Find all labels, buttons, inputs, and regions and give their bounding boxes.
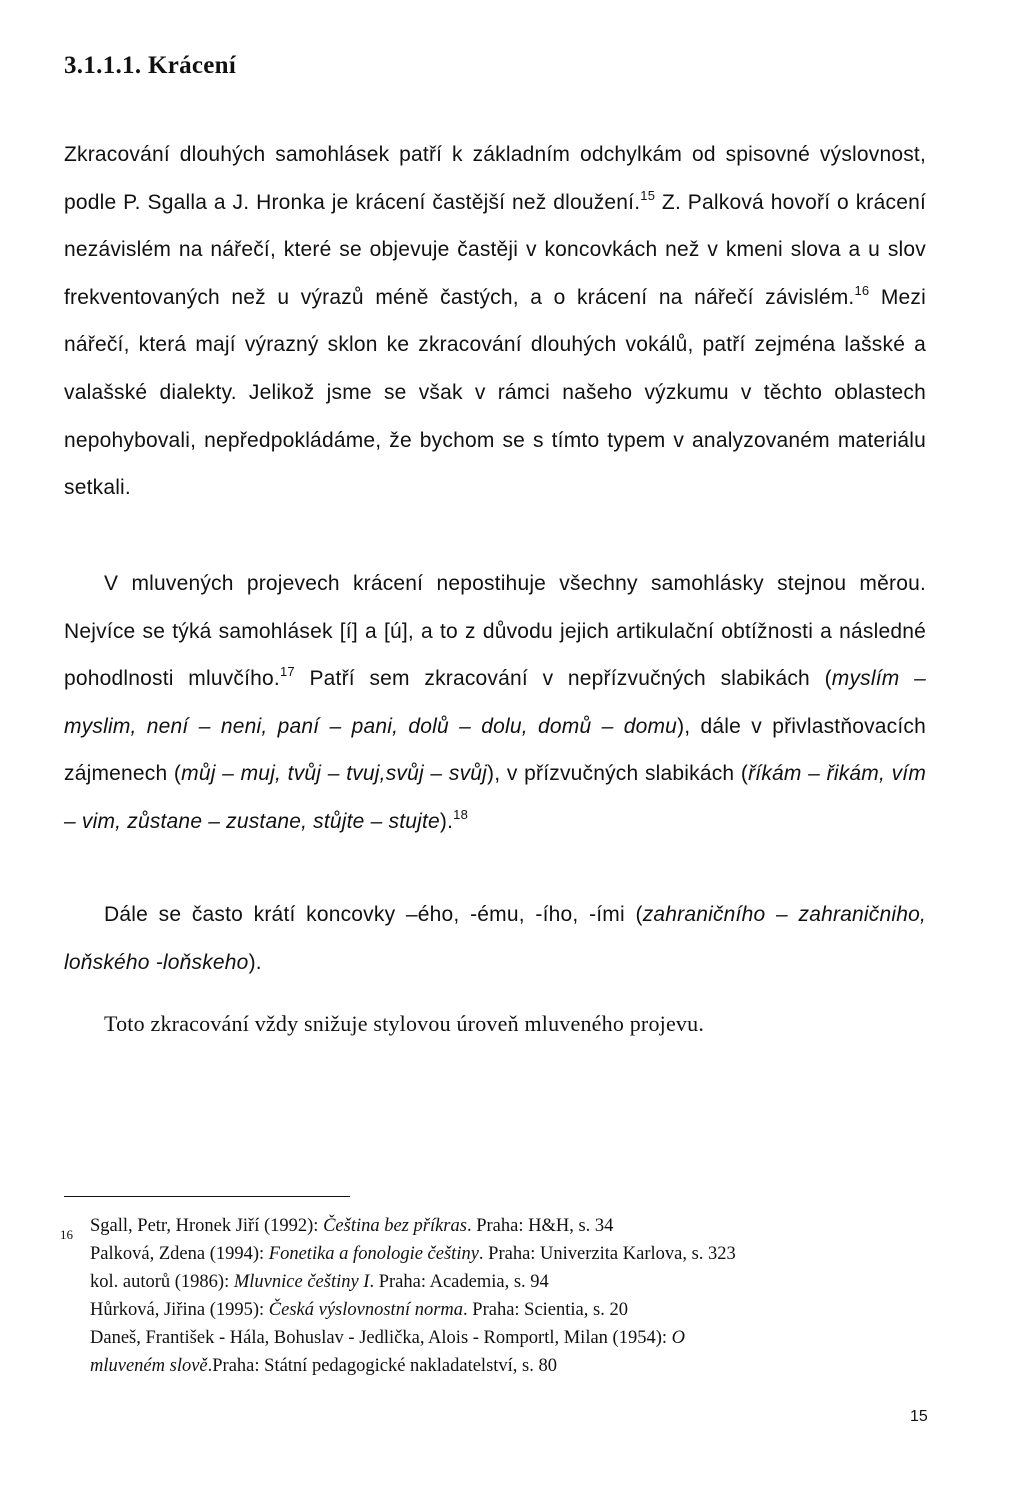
footnote-publisher: .Praha: Státní pedagogické nakladatelství, s. 80 bbox=[207, 1356, 557, 1376]
footnote-title: Česká výslovnostní norma bbox=[268, 1300, 464, 1320]
footnote-line bbox=[90, 1212, 950, 1240]
paragraph-2 bbox=[64, 560, 926, 846]
footnote-ref-18: 18 bbox=[453, 806, 469, 822]
paragraph-2-text-e: ). bbox=[439, 809, 454, 833]
footnote-title: Mluvnice češtiny I bbox=[233, 1272, 370, 1292]
paragraph-4: Toto zkracování vždy snižuje stylovou úroveň mluveného projevu. bbox=[104, 1011, 705, 1036]
example-endings: zahraničního – zahraničniho, loňského -loňskeho bbox=[64, 903, 927, 974]
footnote-title: O bbox=[671, 1328, 686, 1348]
footnotes bbox=[90, 1212, 950, 1380]
footnote-publisher: . Praha: H&H, s. 34 bbox=[466, 1216, 614, 1236]
footnote-author: Sgall, Petr, Hronek Jiří (1992): bbox=[90, 1216, 324, 1236]
paragraph-1-text-c: Mezi nářečí, která mají výrazný sklon ke zkracování dlouhých vokálů, patří zejména lašské a valašské dialekty. Jelikož jsme se však v rámci našeho výzkumu v těchto oblastech nepohybovali, nepředpokládáme, že bychom se s tímto typem v analyzovaném materiálu setkali. bbox=[64, 285, 926, 500]
footnote-ref-16: 16 bbox=[854, 282, 870, 298]
footnote-title: Čeština bez příkras bbox=[323, 1216, 467, 1236]
footnote-publisher: . Praha: Academia, s. 94 bbox=[369, 1272, 549, 1292]
footnote-line bbox=[90, 1324, 950, 1352]
footnote-line bbox=[90, 1352, 950, 1380]
footnote-divider bbox=[64, 1196, 350, 1197]
paragraph-3-text-a: Dále se často krátí koncovky –ého, -ému, -ího, -ími ( bbox=[104, 903, 643, 926]
section-heading: 3.1.1.1. Krácení bbox=[64, 52, 237, 79]
footnote-line bbox=[90, 1268, 950, 1296]
paragraph-1 bbox=[64, 131, 926, 512]
footnote-title: mluveném slově bbox=[90, 1356, 208, 1376]
footnote-ref-17: 17 bbox=[279, 664, 295, 680]
footnote-author: Daneš, František - Hála, Bohuslav - Jedlička, Alois - Romportl, Milan (1954): bbox=[90, 1328, 672, 1348]
footnote-author: Hůrková, Jiřina (1995): bbox=[90, 1300, 269, 1320]
footnote-author: kol. autorů (1986): bbox=[90, 1272, 234, 1292]
example-stressed-syllables: říkám – řikám, vím – vim, zůstane – zustane, stůjte – stujte bbox=[64, 762, 927, 833]
footnote-author: Palková, Zdena (1994): bbox=[90, 1244, 269, 1264]
footnote-publisher: . Praha: Scientia, s. 20 bbox=[463, 1300, 628, 1320]
footnote-publisher: . Praha: Univerzita Karlova, s. 323 bbox=[478, 1244, 736, 1264]
paragraph-2-text-a: V mluvených projevech krácení nepostihuje všechny samohlásky stejnou měrou. Nejvíce se týká samohlásek [í] a [ú], a to z důvodu jejich artikulační obtížnosti a následné pohodlnosti mluvčího. bbox=[64, 572, 926, 691]
page-number: 15 bbox=[910, 1408, 928, 1425]
paragraph-3 bbox=[64, 891, 926, 986]
footnote-title: Fonetika a fonologie češtiny bbox=[268, 1244, 479, 1264]
example-possessive-pronouns: můj – muj, tvůj – tvuj,svůj – svůj bbox=[181, 762, 488, 786]
paragraph-2-text-b: Patří sem zkracování v nepřízvučných slabikách ( bbox=[294, 667, 832, 691]
example-unstressed-syllables: myslím – myslim, není – neni, paní – pani, dolů – dolu, domů – domu bbox=[64, 667, 926, 738]
paragraph-1-text-b: Z. Palková hovoří o krácení nezávislém na nářečí, které se objevuje častěji v koncovkách než v kmeni slova a u slov frekventovaných než u výrazů méně častých, a o krácení na nářečí závislém. bbox=[64, 190, 927, 309]
footnote-line bbox=[90, 1240, 950, 1268]
footnote-marker: 16 bbox=[60, 1227, 73, 1242]
paragraph-1-text-a: Zkracování dlouhých samohlásek patří k základním odchylkám od spisovné výslovnost, podle P. Sgalla a J. Hronka je krácení častější než dloužení. bbox=[64, 143, 926, 214]
footnote-line bbox=[90, 1296, 950, 1324]
footnote-ref-15: 15 bbox=[640, 187, 656, 203]
paragraph-3-text-b: ). bbox=[248, 950, 262, 974]
paragraph-2-text-c: ), dále v přivlastňovacích zájmenech ( bbox=[64, 714, 926, 786]
paragraph-2-text-d: ), v přízvučných slabikách ( bbox=[487, 762, 749, 786]
